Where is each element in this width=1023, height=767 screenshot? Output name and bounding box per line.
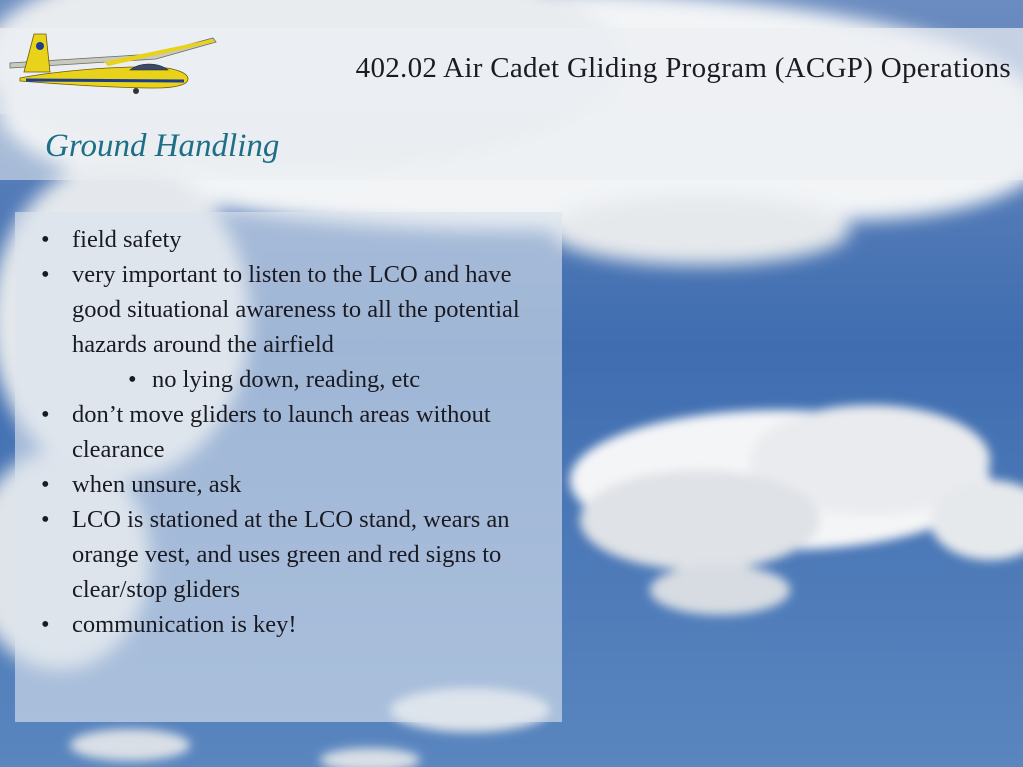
bullet-text: no lying down, reading, etc [152,366,421,393]
bullet-dot-icon: • [41,261,50,288]
bullet-item [15,607,562,642]
sub-bullet-item [15,362,562,397]
bullet-item [15,467,562,502]
slide-title: 402.02 Air Cadet Gliding Program (ACGP) Operations [355,52,1011,84]
bullet-item [15,257,562,362]
bullet-item [15,222,562,257]
bullet-dot-icon: • [41,611,50,638]
bullet-text: don’t move gliders to launch areas without clearance [72,401,491,463]
glider-icon [6,26,218,96]
bullet-list [15,212,562,642]
bullet-item [15,397,562,467]
bullet-text: communication is key! [72,611,297,638]
bullet-dot-icon: • [41,226,50,253]
bullet-dot-icon: • [41,506,50,533]
bullet-text: very important to listen to the LCO and have good situational awareness to all the potential hazards around the airfield [72,261,520,358]
bullet-item [15,502,562,607]
bullet-text: when unsure, ask [72,471,242,498]
content-panel [15,212,562,722]
bullet-dot-icon: • [128,366,137,393]
bullet-dot-icon: • [41,401,50,428]
bullet-text: LCO is stationed at the LCO stand, wears an orange vest, and uses green and red signs to clear/stop gliders [72,506,510,603]
bullet-dot-icon: • [41,471,50,498]
section-heading: Ground Handling [45,128,280,164]
bullet-text: field safety [72,226,182,253]
